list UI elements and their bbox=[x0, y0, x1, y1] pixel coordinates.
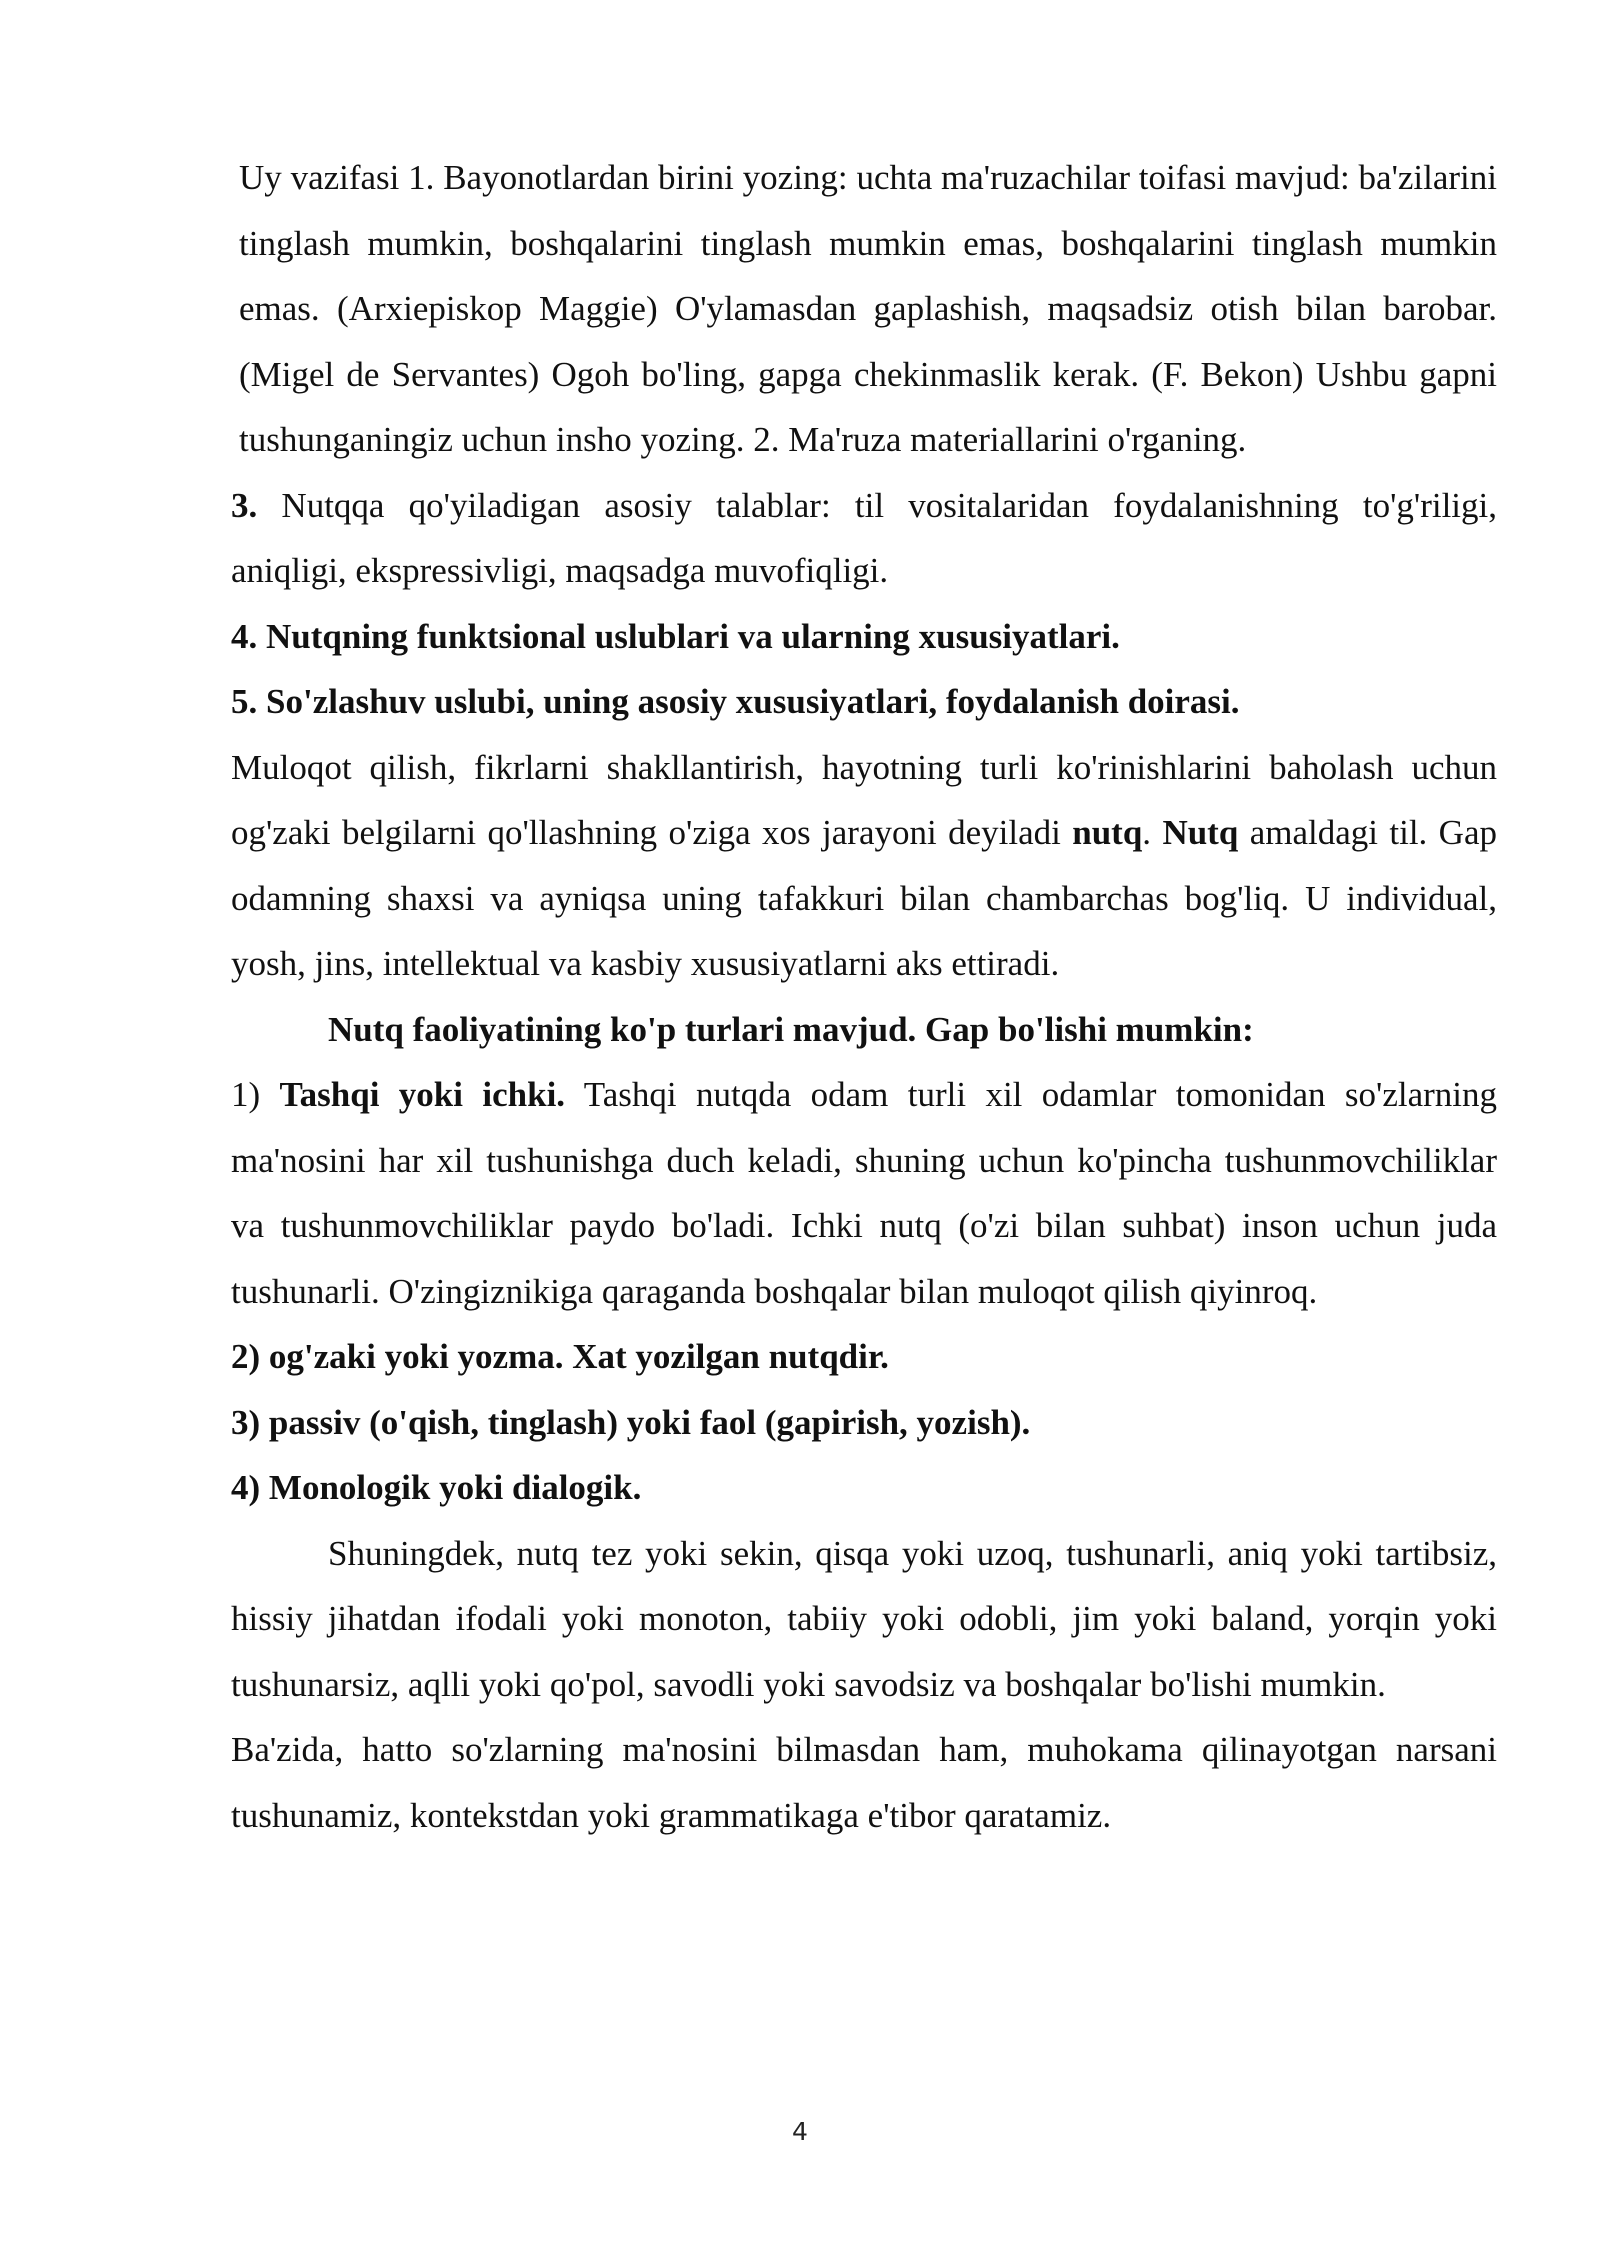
item-4-heading bbox=[231, 604, 1497, 670]
speech-type-1-paragraph bbox=[231, 1062, 1497, 1324]
speech-type-1-title: Tashqi yoki ichki. bbox=[279, 1075, 566, 1114]
page-number: 4 bbox=[792, 2117, 808, 2146]
speech-type-3-paragraph bbox=[231, 1390, 1497, 1456]
item-4-text: 4. Nutqning funktsional uslublari va ularning xususiyatlari. bbox=[231, 616, 1120, 656]
item-3-number: 3. bbox=[231, 485, 258, 525]
speech-type-4-paragraph bbox=[231, 1455, 1497, 1521]
speech-type-2-paragraph bbox=[231, 1324, 1497, 1390]
definition-term-2: Nutq bbox=[1162, 813, 1239, 852]
speech-type-1-number: 1) bbox=[231, 1075, 280, 1114]
document-page-body bbox=[231, 145, 1497, 1848]
definition-rest: amaldagi til. Gap odamning shaxsi va ayniqsa uning tafakkuri bilan chambarchas bog'liq. U individual, yosh, jins, intellektual va kasbiy xususiyatlarni aks ettiradi. bbox=[231, 813, 1497, 983]
speech-type-3-text: 3) passiv (o'qish, tinglash) yoki faol (gapirish, yozish). bbox=[231, 1402, 1031, 1442]
item-3-paragraph bbox=[231, 473, 1497, 604]
definition-term: nutq bbox=[1072, 813, 1143, 852]
speech-type-1-text: Tashqi nutqda odam turli xil odamlar tomonidan so'zlarning ma'nosini har xil tushunishga duch keladi, shuning uchun ko'pincha tushunmovchiliklar va tushunmovchiliklar paydo bo'ladi. Ichki nutq (o'zi bilan suhbat) inson uchun juda tushunarli. O'zingiznikiga qaraganda boshqalar bilan muloqot qilish qiyinroq. bbox=[231, 1075, 1497, 1311]
item-5-heading bbox=[231, 669, 1497, 735]
speech-type-4-text: 4) Monologik yoki dialogik. bbox=[231, 1468, 642, 1507]
speech-types-heading bbox=[231, 997, 1497, 1063]
speech-types-heading-text: Nutq faoliyatining ko'p turlari mavjud. Gap bo'lishi mumkin: bbox=[328, 1009, 1254, 1049]
definition-start: Muloqot qilish, fikrlarni shakllantirish, hayotning turli ko'rinishlarini baholash uchun og'zaki belgilarni qo'llashning o'ziga xos jarayoni deyiladi bbox=[231, 747, 1497, 852]
item-3-text: Nutqqa qo'yiladigan asosiy talablar: til vositalaridan foydalanishning to'g'riligi, aniqligi, ekspressivligi, maqsadga muvofiqligi. bbox=[231, 485, 1497, 590]
homework-paragraph: Uy vazifasi 1. Bayonotlardan birini yozing: uchta ma'ruzachilar toifasi mavjud: ba'zilarini tinglash mumkin, boshqalarini tinglash mumkin emas, boshqalarini tinglash mumkin emas. (Arxiepiskop Maggie) O'ylamasdan gaplashish, maqsadsiz otish bilan barobar. (Migel de Servantes) Ogoh bo'ling, gapga chekinmaslik kerak. (F. Bekon) Ushbu gapni tushunganingiz uchun insho yozing. 2. Ma'ruza materiallarini o'rganing. bbox=[239, 158, 1497, 459]
definition-punctuation: . bbox=[1142, 813, 1163, 852]
speech-qualities-paragraph: Shuningdek, nutq tez yoki sekin, qisqa yoki uzoq, tushunarli, aniq yoki tartibsiz, hissiy jihatdan ifodali yoki monoton, tabiiy yoki odobli, jim yoki baland, yorqin yoki tushunarsiz, aqlli yoki qo'pol, savodli yoki savodsiz va boshqalar bo'lishi mumkin. bbox=[231, 1533, 1497, 1704]
context-paragraph: Ba'zida, hatto so'zlarning ma'nosini bilmasdan ham, muhokama qilinayotgan narsani tushunamiz, kontekstdan yoki grammatikaga e'tibor qaratamiz. bbox=[231, 1730, 1497, 1835]
speech-type-2-text: 2) og'zaki yoki yozma. Xat yozilgan nutqdir. bbox=[231, 1337, 889, 1376]
definition-paragraph bbox=[231, 735, 1497, 997]
item-5-text: 5. So'zlashuv uslubi, uning asosiy xususiyatlari, foydalanish doirasi. bbox=[231, 682, 1240, 721]
